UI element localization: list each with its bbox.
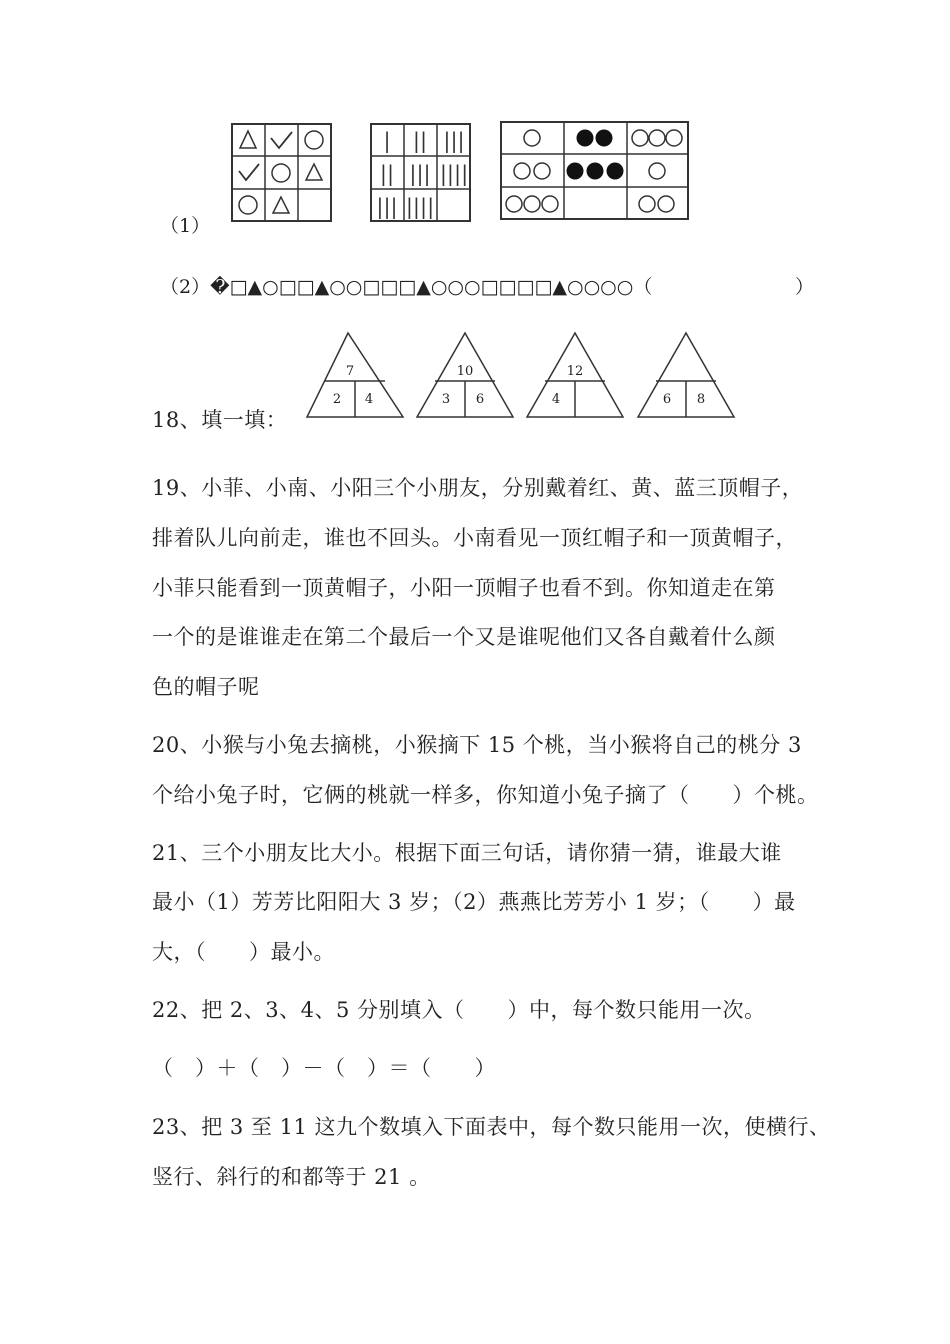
- filled-dot-icon: [596, 130, 613, 147]
- q22-line-1: 22、把 2、3、4、5 分别填入（ ）中，每个数只能用一次。: [152, 998, 766, 1022]
- circle-icon: [506, 196, 522, 212]
- triangle-1-top: 7: [345, 364, 355, 379]
- tally-mark: |: [383, 129, 391, 153]
- symbol-grid: [231, 123, 333, 223]
- circle-icon: [239, 196, 257, 214]
- q17-part2-sequence: （2）�□▲○□□▲○○□□□▲○○○□□□□▲○○○○（: [160, 276, 653, 298]
- filled-dot-icon: [587, 163, 604, 180]
- tally-mark: ||: [379, 162, 395, 186]
- tally-mark: ||: [412, 129, 428, 153]
- q17-part1-label: （1）: [160, 215, 211, 237]
- q19-line-4: 一个的是谁谁走在第二个最后一个又是谁呢他们又各自戴着什么颜: [152, 625, 776, 649]
- triangle-icon: [240, 131, 256, 148]
- q18-label: 18、填一填：: [152, 408, 288, 432]
- circle-icon: [534, 163, 550, 179]
- tally-mark: |||: [409, 162, 431, 186]
- triangle-2-top: 10: [456, 364, 474, 379]
- triangle-1-left: 2: [332, 392, 342, 407]
- filled-dot-icon: [567, 163, 584, 180]
- circle-icon: [305, 131, 323, 149]
- q19-line-5: 色的帽子呢: [152, 675, 260, 699]
- circle-icon: [658, 196, 674, 212]
- number-triangle-1: [307, 333, 403, 417]
- tally-grid: [370, 123, 472, 223]
- triangle-4-left: 6: [662, 392, 672, 407]
- circle-icon: [632, 130, 648, 146]
- q23-line-2: 竖行、斜行的和都等于 21 。: [152, 1165, 431, 1189]
- q21-line-2: 最小（1）芳芳比阳阳大 3 岁；（2）燕燕比芳芳小 1 岁；（ ）最: [152, 890, 796, 914]
- filled-dot-icon: [607, 163, 624, 180]
- triangle-2-right: 6: [475, 392, 485, 407]
- circle-icon: [649, 163, 665, 179]
- circle-icon: [649, 130, 665, 146]
- circle-icon: [524, 196, 540, 212]
- dots-grid: [500, 121, 690, 221]
- q17-part2-close: ）: [795, 276, 815, 298]
- triangle-2-left: 3: [441, 392, 451, 407]
- circle-icon: [542, 196, 558, 212]
- q19-line-2: 排着队儿向前走，谁也不回头。小南看见一顶红帽子和一顶黄帽子，: [152, 526, 797, 550]
- q20-line-1: 20、小猴与小兔去摘桃，小猴摘下 15 个桃，当小猴将自己的桃分 3: [152, 733, 802, 757]
- tally-mark: ||||: [439, 162, 469, 186]
- q19-line-1: 19、小菲、小南、小阳三个小朋友，分别戴着红、黄、蓝三顶帽子，: [152, 476, 804, 500]
- filled-dot-icon: [577, 130, 594, 147]
- q21-line-1: 21、三个小朋友比大小。根据下面三句话，请你猜一猜，谁最大谁: [152, 841, 782, 865]
- circle-icon: [272, 164, 290, 182]
- check-icon: [271, 132, 292, 148]
- q22-equation: （ ）＋（ ）－（ ）＝（ ）: [152, 1056, 496, 1080]
- q20-line-2: 个给小兔子时，它俩的桃就一样多，你知道小兔子摘了（ ）个桃。: [152, 783, 819, 807]
- triangle-icon: [273, 197, 289, 213]
- q21-line-3: 大，（ ）最小。: [152, 940, 335, 964]
- triangle-3-left: 4: [551, 392, 561, 407]
- q23-line-1: 23、把 3 至 11 这九个数填入下面表中，每个数只能用一次，使横行、: [152, 1115, 831, 1139]
- circle-icon: [666, 130, 682, 146]
- triangle-puzzles: [300, 330, 750, 422]
- triangle-icon: [306, 164, 322, 180]
- tally-mark: ||||: [405, 195, 435, 219]
- circle-icon: [524, 130, 540, 146]
- q19-line-3: 小菲只能看到一顶黄帽子，小阳一顶帽子也看不到。你知道走在第: [152, 576, 776, 600]
- tally-mark: |||: [443, 129, 465, 153]
- circle-icon: [639, 196, 655, 212]
- triangle-3-top: 12: [566, 364, 584, 379]
- check-icon: [239, 164, 259, 180]
- circle-icon: [514, 163, 530, 179]
- number-triangle-4: [638, 333, 734, 417]
- triangle-4-right: 8: [696, 392, 706, 407]
- triangle-1-right: 4: [364, 392, 374, 407]
- tally-mark: |||: [376, 195, 398, 219]
